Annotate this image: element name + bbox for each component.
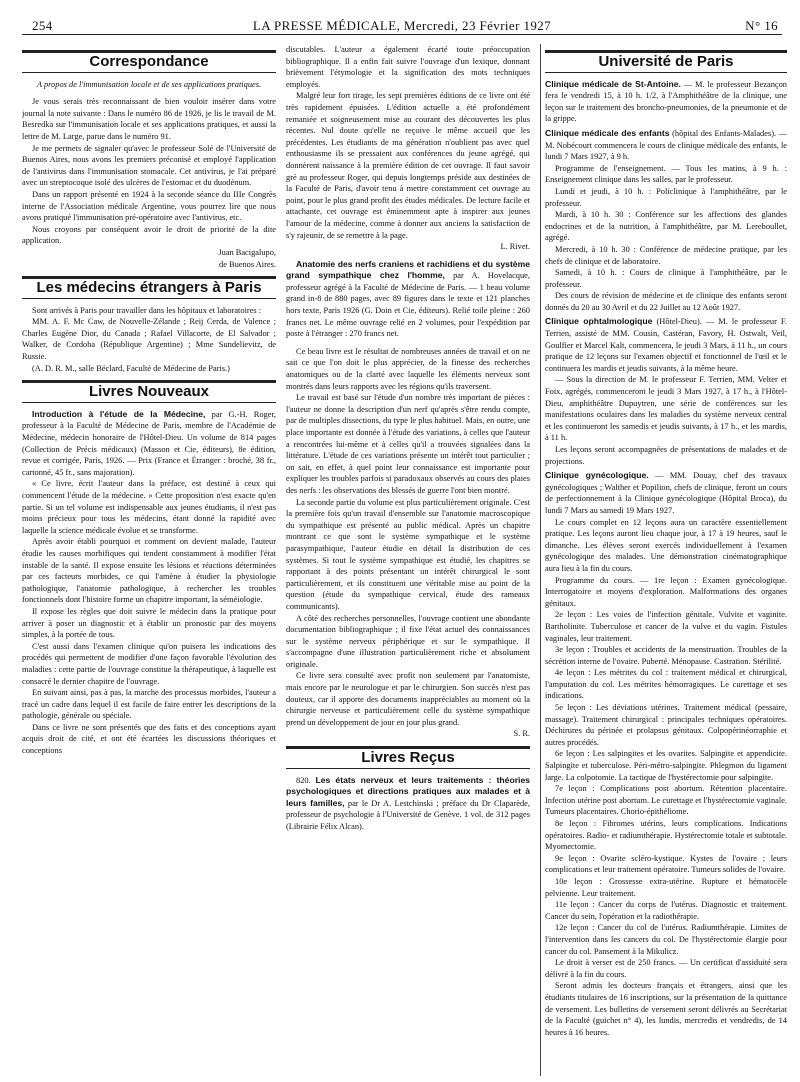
received-book-title: Les états nerveux et leurs traitements : théories psychologiques et directions pratiques aux malades et à leurs familles, [286, 774, 530, 808]
universite-block [545, 209, 787, 244]
review-signature: S. R. [513, 729, 530, 739]
correspondance-signature: Juan Bacigalupo, [218, 247, 276, 257]
lesson-item: 2e leçon : Les voies de l'infection génitale. Vulvite et vaginite. Bartholinite. Tuberculose et cancer de la vulve et du vagin. Fistules vaginales, leur traitement. [545, 610, 787, 643]
column-right [540, 44, 787, 1076]
livres-recus-heading: Livres Reçus [286, 746, 530, 769]
correspondance-paragraph: Je vous serais très reconnaissant de bien vouloir insérer dans votre journal la note suivante : Dans le numéro 86 de 1926, je lis le travail de M. Besredka sur l'immunisation locale et ses applications pratiques, et aussi la lettre de M. Large, parue dans le numéro 91. [22, 97, 276, 141]
block-text: Des cours de révision de médecine et de clinique des enfants seront donnés du 20 au 30 Avril et du 22 Juillet au 12 Août 1927. [545, 291, 787, 312]
correspondance-heading: Correspondance [22, 50, 276, 73]
lesson-item: 8e leçon : Fibromes utérins, leurs complications. Indications opératoires. Radio- et radiumthérapie. Hystérectomie totale et subtotale. Myomectomie. [545, 819, 787, 852]
lesson-item: 6e leçon : Les salpingites et les ovarites. Salpingite et appendicite. Salpingite et tuberculose. Péri-métro-salpingite. Phlegmon du ligament large. La colpotomie. La tactique de l'hystérectomie pour salpingite. [545, 749, 787, 782]
received-book-reference: par le Dr A. Lestchinski ; préface du Dr Claparède, professeur de psychologie à l'Université de Genève. 1 vol. de 312 pages (Librairie Félix Alcan). [286, 798, 530, 831]
book-reference: par G.-H. Roger, professeur à la Faculté de Médecine de Paris, membre de l'Académie de Médecine, médecin honoraire de l'Hôtel-Dieu. Un volume de 814 pages (Collection de Précis médicaux) (Masson et Cie, éditeurs), 8e édition, revue et corrigée, Paris, 1926. — Prix (France et Étranger : broché, 38 fr., cartonné, 45 fr., sans majoration). [22, 409, 276, 477]
block-text: — MM. Douay, chef des travaux gynécologiques ; Walther et Popilion, chefs de clinique, feront un cours de perfectionnement à la Clinique gynécologique (Hôpital Broca), du lundi 7 Mars au samedi 19 Mars 1927. [545, 471, 787, 515]
universite-block [545, 163, 787, 186]
received-book-number: 820. [296, 775, 311, 785]
lesson-item: 4e leçon : Les métrites du col : traitement médical et chirurgical, l'amputation du col. Les métrites hémorragiques. Le curettage et ses indications. [545, 668, 787, 701]
review-paragraph: Il expose les règles que doit suivre le médecin dans la pratique pour arriver à poser un diagnostic et à établir un pronostic par des moyens simples, à la portée de tous. [22, 606, 276, 640]
issue-number: N° 16 [745, 18, 778, 33]
lesson-item: 10e leçon : Grossesse extra-utérine. Rupture et hématocèle pelvienne. Leur traitement. [545, 876, 787, 898]
lesson-item: 3e leçon : Troubles et accidents de la menstruation. Troubles de la sécrétion interne de l'ovaire. Puberté. Ménopause. Castration. Stérilité. [545, 645, 787, 666]
review-paragraph: Malgré leur fort tirage, les sept premières éditions de ce livre ont été très rapidement épuisées. L'édition actuelle a été profondément remaniée et soigneusement mise au courant des découvertes les plus récentes. Nul doute qu'elle ne reçoive le même accueil que les précédentes. Les étudiants de ma génération n'oublient pas avec quel enthousiasme ils se pressaient aux conférences du jeune agrégé, qui donnèrent naissance à la première édition de cet ouvrage. Il faut savoir gré au professeur Roger, qui depuis longtemps préside aux destinées de la Faculté de Paris, d'avoir tenu à mettre constamment cet ouvrage au point, pour le plus grand profit des études médicales. De lecture facile et attachante, cet ouvrage est éminemment apte à inspirer aux jeunes l'amour de la médecine, comme à donner aux anciens la satisfaction de s'y rajeunir, de se remettre à la page. [286, 91, 530, 240]
lesson-item: 9e leçon : Ovarite scléro-kystique. Kystes de l'ovaire ; leurs complications et leur traitement opératoire. Tumeurs solides de l'ovaire. [545, 853, 787, 875]
book-entry [286, 259, 530, 340]
review-paragraph: En suivant ainsi, pas à pas, la marche des processus morbides, l'auteur a tracé un cadre dans lequel il est facile de faire entrer les descriptions de la pathologie, générale ou spéciale. [22, 688, 276, 721]
block-text: (Hôtel-Dieu). — M. le professeur F. Terrien, assisté de MM. Cousin, Castéran, Favory, H. Ostwalt, Veil, Goulfier et Marcel Kalt, commencera, le jeudi 3 Mars, à 11 h., un cours pratique de 12 leçons sur l'examen objectif et fonctionnel de l'œil et le continuera les mardis et jeudis suivants, à la même heure. [545, 317, 787, 373]
correspondance-subtitle: A propos de l'immunisation locale et de ses applications pratiques. [36, 79, 262, 89]
block-text: (hôpital des Enfants-Malades). — M. Nobécourt commencera le cours de clinique médicale des enfants, le lundi 7 Mars 1927, à 9 h. [545, 128, 787, 162]
universite-block [545, 470, 787, 516]
closing-notes [545, 957, 787, 1038]
block-title: Clinique ophtalmologique [545, 316, 653, 327]
universite-block [545, 316, 787, 374]
review-paragraph: A côté des recherches personnelles, l'ouvrage contient une abondante documentation bibliographique ; il fixe l'état actuel des connaissances sur le système nerveux périphérique et sur le sympathique. Il s'accompagne d'une illustration particulièrement riche et absolument originale. [286, 613, 530, 669]
block-text: Samedi, à 10 h. : Cours de clinique à l'amphithéâtre, par le professeur. [545, 268, 787, 289]
block-title: Clinique médicale des enfants [545, 127, 670, 138]
lesson-item: 11e leçon : Cancer du corps de l'utérus. Diagnostic et traitement. Cancer du sein, l'opération et la radiothérapie. [545, 900, 787, 921]
block-text: — M. le professeur Bezançon fera le vendredi 15, à 10 h. 1/2, à l'Amphithéâtre de la clinique, une leçon sur le traitement des broncho-pneumonies, de la pneumonie et de la grippe. [545, 79, 787, 124]
review-paragraph: Dans ce livre ne sont présentés que des faits et des conceptions ayant acquis droit de cité, et ont été écartées les discussions théoriques et conceptions [22, 722, 276, 756]
correspondance-paragraph: Dans un rapport présenté en 1924 à la seconde séance du IIIe Congrès interne de l'Association médicale Argentine, vous pourrez lire que nous avons pratiqué l'immunisation pré-opératoire avec l'antivirus, etc. [22, 189, 276, 223]
universite-heading: Université de Paris [545, 50, 787, 73]
block-text: Mercredi, à 10 h. 30 : Conférence de médecine pratique, par les chefs de clinique et de laboratoire. [545, 244, 787, 266]
review-paragraph: C'est aussi dans l'examen clinique qu'on puisera les indications des procédés qui permettent de modifier d'une façon favorable l'évolution des maladies : cette partie de l'ouvrage constitue la thérapeutique, à laquelle est consacré le dernier chapitre de l'ouvrage. [22, 641, 276, 686]
universite-block [545, 186, 787, 209]
block-text: Programme de l'enseignement. — Tous les matins, à 9 h. : Enseignement clinique dans les salles, par le professeur. [545, 163, 787, 185]
block-text: Mardi, à 10 h. 30 : Conférence sur les affections des glandes endocrines et de la nutrition, à l'amphithéâtre, par M. Lereboullet, agrégé. [545, 210, 787, 243]
review-signature: L. Rivet. [500, 242, 530, 252]
livres-nouveaux-heading: Livres Nouveaux [22, 380, 276, 403]
medecins-footer: (A. D. R. M., salle Béclard, Faculté de Médecine de Paris.) [32, 363, 230, 373]
universite-block [545, 267, 787, 290]
lesson-item: 7e leçon : Complications post abortum. Rétention placentaire. Infection utérine post abortum. Le curettage et l'hystérectomie vaginale. Tumeurs placentaires. Chorio-épithéliome. [545, 784, 787, 817]
universite-blocks [545, 79, 787, 575]
review-paragraph: La seconde partie du volume est plus particulièrement originale. C'est la première fois qu'un travail d'ensemble sur l'anatomie macroscopique du sympathique est présenté au public médical. Après un chapitre montrant ce que sont le système sympathique et le système parasympathique, l'auteur étudie en détail la distribution de ces systèmes. Si tout le système sympathique est étudié, les chapitres se rapportant à des points présentant un intérêt chirurgical le sont particulièrement, et ils constituent une véritable mise au point de la question (étude du sympathique cervical, étude des rameaux communicants). [286, 497, 530, 611]
medecins-intro: Sont arrivés à Paris pour travailler dans les hôpitaux et laboratoires : [32, 305, 262, 315]
lesson-item: 12e leçon : Cancer du col de l'utérus. Radiumthérapie. Limites de l'intervention dans les cancers du col. De l'hystérectomie élargie pour cancer du col. Pansement à la Mikulicz. [545, 923, 787, 956]
universite-block [545, 517, 787, 575]
block-text: Les leçons seront accompagnées de présentations de malades et de projections. [545, 445, 787, 466]
book-title: Introduction à l'étude de la Médecine, [32, 408, 206, 419]
column-left [22, 44, 276, 1076]
universite-block [545, 374, 787, 444]
journal-title: LA PRESSE MÉDICALE, Mercredi, 23 Février 1927 [252, 18, 552, 33]
review-paragraph: Le travail est basé sur l'étude d'un nombre très important de pièces : l'auteur ne donne la description d'un nerf qu'après s'être rendu compte, par de multiples dissections, du type le plus habituel. Mais, en outre, une place importante est donnée à l'étude des variations, à celles que l'auteur a rencontrées lui-même et à celles qu'il a trouvées signalées dans la littérature. L'étude de ces variations présente un intérêt tout particulier ; on sait, en effet, à quel point leur connaissance est importante pour expliquer les troubles parfois si paradoxaux observés au cours des plaies des nerfs : les observations des blessés de guerre l'ont bien montré. [286, 393, 530, 495]
review-paragraph: « Ce livre, écrit l'auteur dans la préface, est destiné à ceux qui commencent l'étude de la médecine. » Cette proposition n'est exacte qu'en partie. Si un tel volume est indispensable aux jeunes étudiants, il n'est pas moins précieux pour tous les médecins, étant donné la rapidité avec laquelle la science médicale évolue et se transforme. [22, 479, 276, 535]
medecins-body: MM. A. F. Mc Caw, de Nouvelle-Zélande ; Reij Cerda, de Valence ; Charles Eugène Dior, du Canada ; Rafael Villacorte, de El Salvador ; Walker, de Cordoba (République Argentine) ; Mme Sundelievitz, de Russie. [22, 317, 276, 362]
book-entry [22, 409, 276, 479]
universite-block [545, 290, 787, 313]
universite-block [545, 444, 787, 467]
program-intro: Programme du cours. — 1re leçon : Examen gynécologique. Interrogatoire et moyens d'exploration. Malformations des organes génitaux. [545, 575, 787, 608]
review-paragraph: Ce livre sera consulté avec profit non seulement par l'anatomiste, mais encore par le neurologue et par le chirurgien. Son succès n'est pas douteux, car il apporte des documents inappréciables au moment où la chirurgie nerveuse et particulièrement celle du système sympathique prend un développement de jour en jour plus grand. [286, 671, 530, 727]
medecins-heading: Les médecins étrangers à Paris [22, 276, 276, 299]
universite-block [545, 128, 787, 163]
book-title: Anatomie des nerfs craniens et rachidiens et du système grand sympathique chez l'homme, [286, 258, 530, 281]
review-paragraph: Après avoir établi pourquoi et comment on devient malade, l'auteur étudie les causes morbifiques qui tendent constamment à modifier l'état instable de la santé. Il expose ensuite les lésions et réactions déterminées par ces facteurs morbides, ce qui l'amène à étudier la physiologie pathologique, l'anatomie pathologique, à rechercher les troubles fonctionnels dont l'histoire forme un chapitre important, la séméiologie. [22, 537, 276, 605]
correspondance-paragraph: Je me permets de signaler qu'avec le professeur Solé de l'Université de Buenos Aires, nous avons les premiers préconisé et employé l'application de l'antivirus dans l'immunisation stomacale. Cet antivirus, je l'ai préparé avec un streptocoque isolé des ulcères de l'estomac et du duodénum. [22, 143, 276, 188]
block-title: Clinique gynécologique. [545, 470, 649, 481]
column-middle [286, 44, 530, 1076]
page-number: 254 [32, 18, 53, 33]
received-book-entry [286, 775, 530, 833]
block-title: Clinique médicale de St-Antoine. [545, 78, 681, 89]
block-text: — Sous la direction de M. le professeur F. Terrien, MM. Velter et Foix, agrégés, commenceront le jeudi 3 Mars 1927, à 17 h., à l'Hôtel-Dieu, amphithéâtre Dupuytren, une série de conférences sur les manifestations oculaires dans les maladies du système nerveux central et les continueront les samedis et jeudis suivants, à 17 h., et les mardis, à 11 h. [545, 375, 787, 443]
lesson-item: 5e leçon : Les déviations utérines. Traitement médical (pessaire, massage). Traitement chirurgical : principales techniques opératoires. Déchirures du périnée et prolapsus génitaux. Colpopérinéorraphie et autres procédés. [545, 703, 787, 747]
universite-block [545, 244, 787, 267]
closing-paragraph: Le droit à verser est de 250 francs. — Un certificat d'assiduité sera délivré à la fin du cours. [545, 958, 787, 979]
closing-paragraph: Seront admis les docteurs français et étrangers, ainsi que les étudiants titulaires de 16 inscriptions, sur la présentation de la quittance de versement. Les bulletins de versement seront délivrés au Secrétariat de la Faculté (guichet n° 4), les lundis, mercredis et vendredis, de 14 heures à 16 heures. [545, 981, 787, 1037]
correspondance-signature-place: de Buenos Aires. [219, 259, 276, 269]
review-paragraph: Ce beau livre est le résultat de nombreuses années de travail et on ne sait ce que l'on doit le plus apprécier, de la finesse des recherches anatomiques ou de la clarté avec laquelle les éléments nerveux sont montrés dans leurs rapports avec les régions qu'ils traversent. [286, 346, 530, 391]
universite-block [545, 79, 787, 125]
block-text: Lundi et jeudi, à 10 h. : Policlinique à l'amphithéâtre, par le professeur. [545, 186, 787, 208]
lesson-list [545, 609, 787, 957]
book-reference: par A. Hovelacque, professeur agrégé à la Faculté de Médecine de Paris. — 1 beau volume grand in-8 de 880 pages, avec 89 figures dans le texte et 121 planches hors texte, Paris 1926 (G. Doin et Cie, éditeurs). Relié toile pleine : 260 francs net. Le même ouvrage relié en 2 volumes, pour l'expédition par poste à l'étranger : 270 francs net. [286, 271, 530, 339]
review-paragraph: discutables. L'auteur a également écarté toute préoccupation bibliographique. Il a enfin fait suivre l'ouvrage d'un lexique, donnant brièvement l'étymologie et la signification des mots techniques employés. [286, 45, 530, 89]
block-text: Le cours complet en 12 leçons aura un caractère essentiellement pratique. Les leçons auront lieu chaque jour, à 17 à 19 heures, sauf le dimanche. Les élèves seront exercés individuellement à l'examen gynécologique des malades. Une démonstration cinématographique aura lieu à la fin du cours. [545, 517, 787, 573]
correspondance-paragraph: Nous croyons par conséquent avoir le droit de priorité de la dite application. [22, 224, 276, 246]
page-header [22, 16, 782, 35]
